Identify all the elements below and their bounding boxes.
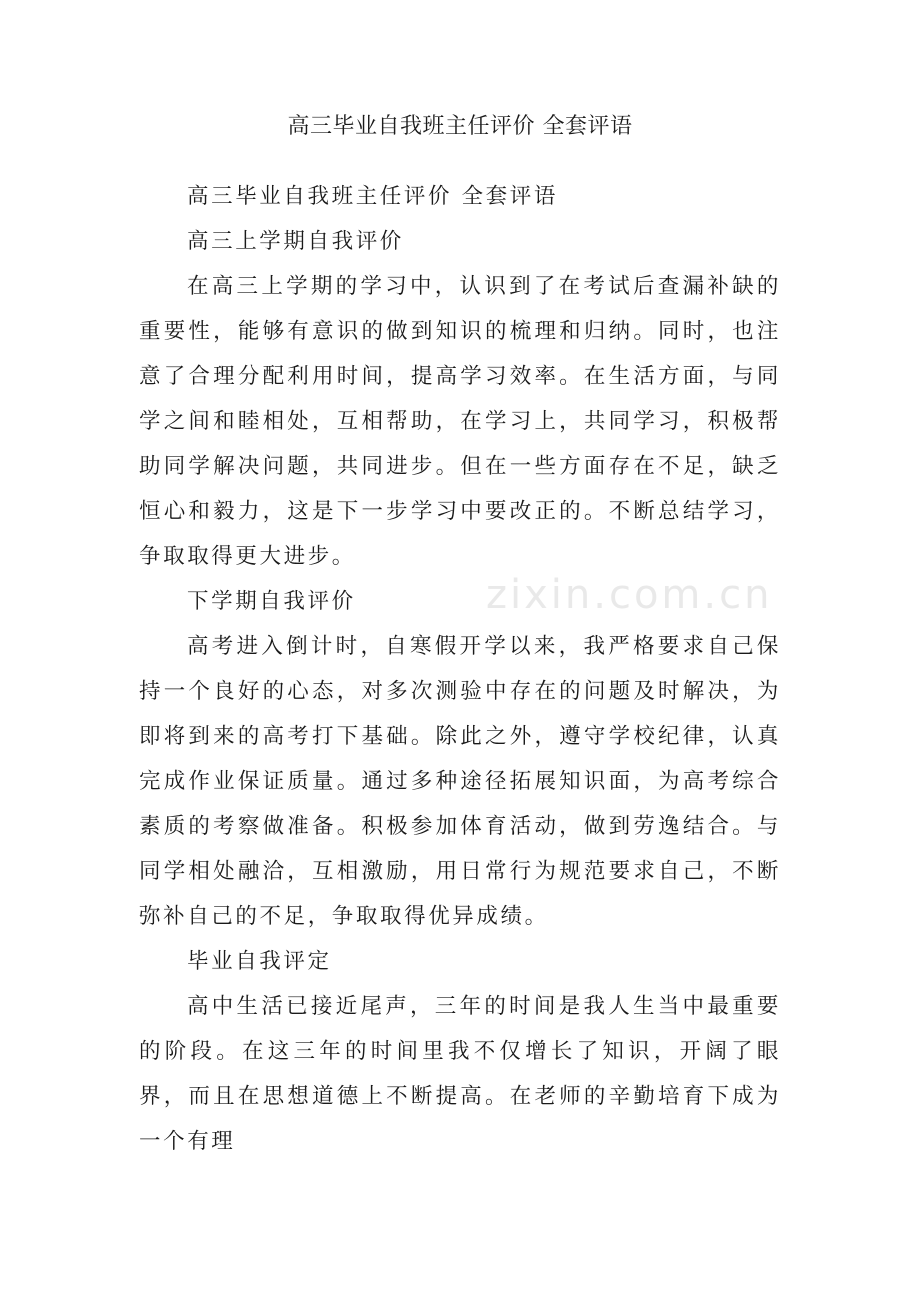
- paragraph-second-semester: 高考进入倒计时，自寒假开学以来，我严格要求自己保持一个良好的心态，对多次测验中存在的问题及时解决，为即将到来的高考打下基础。除此之外，遵守学校纪律，认真完成作业保证质量。通过多种途径拓展知识面，为高考综合素质的考察做准备。积极参加体育活动，做到劳逸结合。与同学相处融洽，互相激励，用日常行为规范要求自己，不断弥补自己的不足，争取取得优异成绩。: [139, 634, 781, 929]
- paragraph-first-semester: 在高三上学期的学习中，认识到了在考试后查漏补缺的重要性，能够有意识的做到知识的梳理和归纳。同时，也注意了合理分配利用时间，提高学习效率。在生活方面，与同学之间和睦相处，互相帮助，在学习上，共同学习，积极帮助同学解决问题，共同进步。但在一些方面存在不足，缺乏恒心和毅力，这是下一步学习中要改正的。不断总结学习，争取取得更大进步。: [139, 274, 781, 569]
- section-heading-second-semester: 下学期自我评价: [187, 589, 356, 614]
- watermark-text: zixin.com.cn: [486, 572, 773, 618]
- page-title: 高三毕业自我班主任评价 全套评语: [287, 114, 633, 139]
- section-heading-first-semester: 高三上学期自我评价: [187, 229, 404, 254]
- section-heading-main: 高三毕业自我班主任评价 全套评语: [187, 184, 558, 209]
- paragraph-graduation: 高中生活已接近尾声，三年的时间是我人生当中最重要的阶段。在这三年的时间里我不仅增长了知识，开阔了眼界，而且在思想道德上不断提高。在老师的辛勤培育下成为一个有理: [139, 994, 781, 1154]
- document-body: [139, 174, 781, 1164]
- section-heading-graduation: 毕业自我评定: [187, 949, 332, 974]
